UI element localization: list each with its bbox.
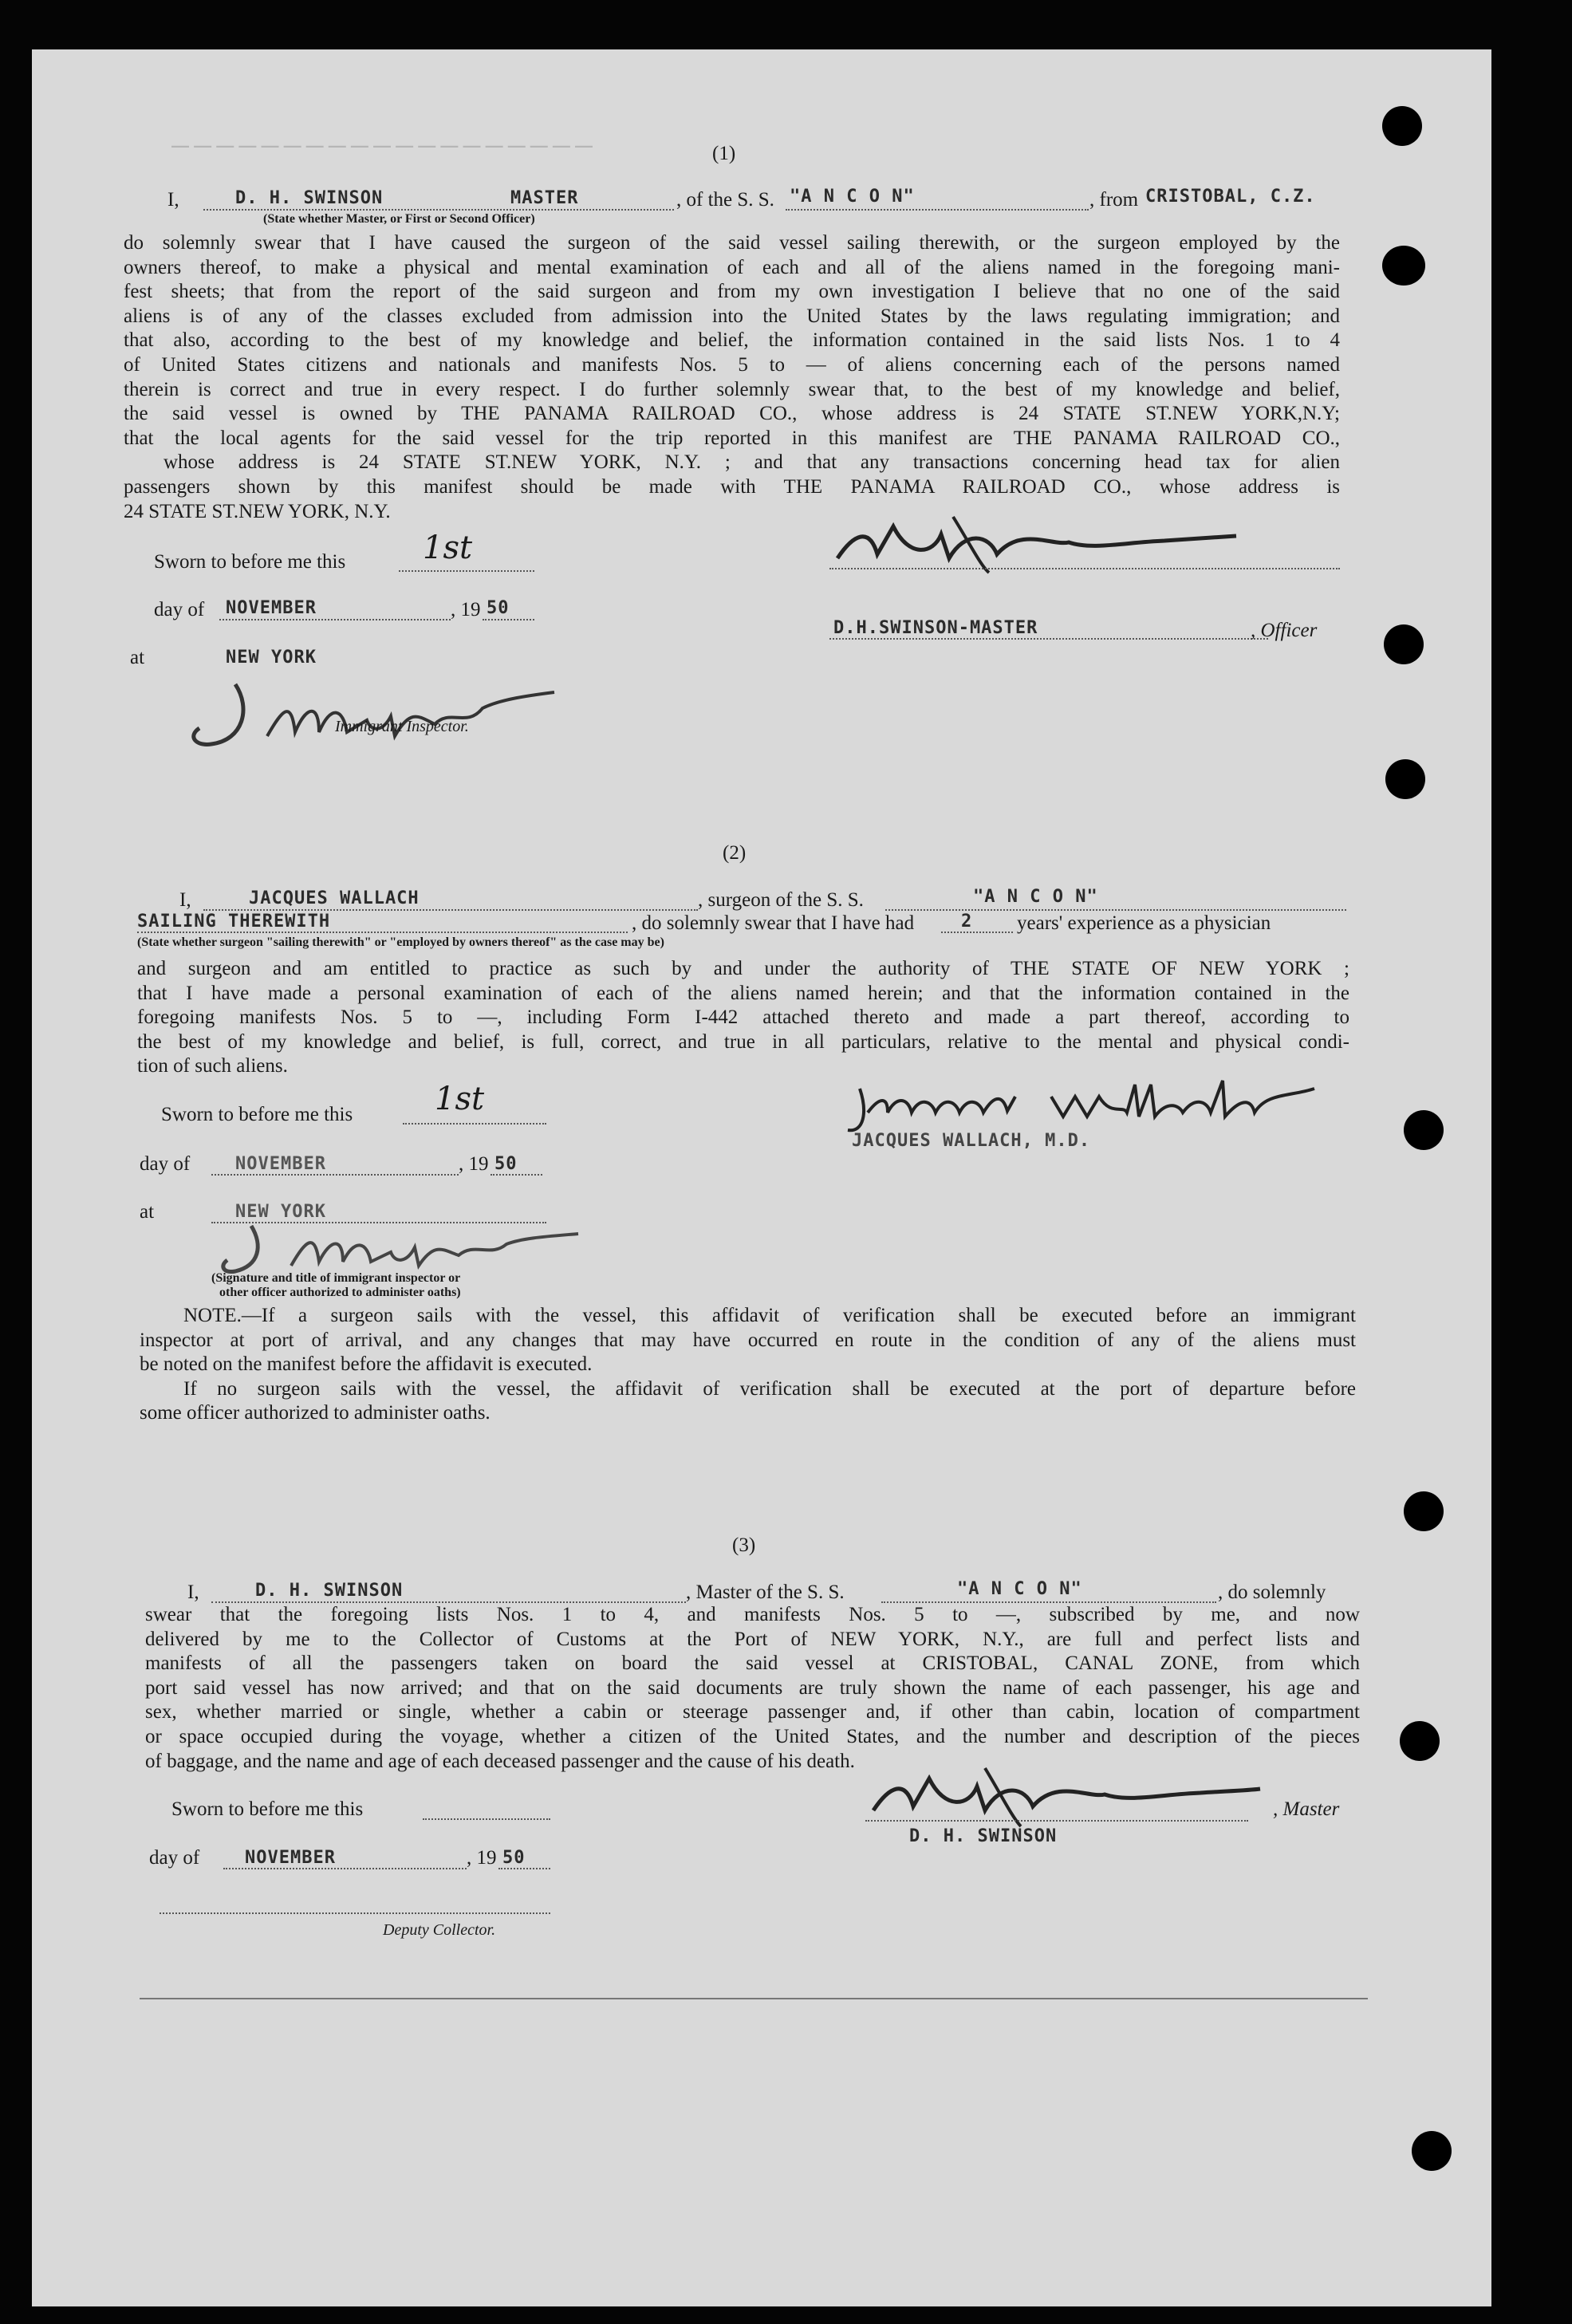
oath-line: or space occupied during the voyage, whether a citizen of the United States, and the number and description of the pieces: [145, 1725, 1360, 1747]
oath-i-label: I,: [187, 1582, 199, 1603]
year-prefix: , 19: [451, 599, 481, 620]
years-line: [941, 932, 1013, 933]
oath-line: port said vessel has now arrived; and that on the said documents are truly shown the name of each passenger, his age and: [145, 1676, 1360, 1699]
place: NEW YORK: [235, 1202, 326, 1222]
year-prefix: , 19: [459, 1153, 489, 1175]
year-line: [483, 619, 534, 620]
solemnly-label: , do solemnly: [1218, 1582, 1326, 1603]
punch-hole: [1382, 106, 1422, 146]
from-port: CRISTOBAL, C.Z.: [1145, 187, 1316, 207]
year: 50: [487, 598, 510, 618]
collector-line: [160, 1912, 550, 1914]
sailing-line: [137, 932, 628, 933]
master-rank: MASTER: [510, 188, 579, 208]
oath-line: 24 STATE ST.NEW YORK, N.Y.: [124, 500, 391, 522]
oath-line: tion of such aliens.: [137, 1055, 288, 1077]
master-name: D. H. SWINSON: [235, 188, 384, 208]
oath-line: sex, whether married or single, whether a cabin or steerage passenger and, if other than cabin, location of compartment: [145, 1701, 1360, 1723]
oath-line: manifests of all the passengers taken on board the said vessel at CRISTOBAL, CANAL ZONE, from which: [145, 1652, 1360, 1675]
section-3-number: (3): [732, 1534, 756, 1556]
master-name: D. H. SWINSON: [255, 1581, 404, 1601]
month-line: [211, 1174, 459, 1176]
sailing-status: SAILING THEREWITH: [137, 912, 331, 932]
at-label: at: [130, 647, 145, 668]
sailing-tail: , do solemnly swear that I have had: [632, 912, 915, 934]
officer-line: [829, 638, 1268, 640]
of-ss-label: , of the S. S.: [676, 189, 774, 211]
bleed-through-text: — — — — — — — — — — — — — — — — — — —: [171, 136, 593, 156]
oath-line: that the local agents for the said vessel for the trip reported in this manifest are THE PANAMA RAILROAD CO.,: [124, 427, 1340, 449]
punch-hole: [1385, 759, 1425, 799]
day-of-label: day of: [149, 1847, 200, 1869]
section-2-number: (2): [723, 842, 747, 864]
rank-caption: (State whether Master, or First or Second Officer): [263, 212, 535, 226]
year-line: [498, 1868, 550, 1869]
year-line: [491, 1174, 542, 1176]
punch-hole: [1412, 2131, 1452, 2171]
note-text: [140, 1304, 1356, 1426]
master-line: [203, 209, 674, 211]
surgeon-of-label: , surgeon of the S. S.: [698, 889, 864, 911]
punch-hole: [1382, 246, 1425, 286]
note-line: NOTE.—If a surgeon sails with the vessel, this affidavit of verification shall be executed before an immigrant: [183, 1305, 1356, 1326]
sworn-line: [423, 1818, 550, 1820]
sig-caption-line-2: other officer authorized to administer oaths): [219, 1286, 461, 1299]
years-tail: years' experience as a physician: [1017, 912, 1271, 934]
year: 50: [502, 1848, 526, 1868]
oath-line: the said vessel is owned by THE PANAMA RAILROAD CO., whose address is 24 STATE ST.NEW YORK,N.Y;: [124, 403, 1340, 425]
month: NOVEMBER: [226, 598, 317, 618]
master-typed-name: D. H. SWINSON: [909, 1826, 1058, 1846]
surgeon-signature: [844, 1073, 1322, 1136]
oath-line: foregoing manifests Nos. 5 to —, including Form I-442 attached thereto and made a part thereof, according to: [137, 1006, 1349, 1029]
punch-hole: [1384, 624, 1424, 664]
sworn-line: [403, 1123, 546, 1125]
vessel-name: "A N C O N": [790, 187, 915, 207]
oath-line: do solemnly swear that I have caused the surgeon of the said vessel sailing therewith, or the surgeon employed by the: [124, 232, 1340, 254]
section-1-oath-text: [124, 231, 1340, 524]
surgeon-name: JACQUES WALLACH: [249, 888, 420, 908]
inspector-signature: [215, 1222, 582, 1278]
vessel-name: "A N C O N": [957, 1579, 1082, 1599]
oath-line: aliens is of any of the classes excluded from admission into the United States by the laws regulating immigration; and: [124, 305, 1340, 327]
oath-line: of United States citizens and nationals and manifests Nos. 5 to — of aliens concerning each of the persons named: [124, 353, 1340, 376]
punch-hole: [1404, 1491, 1444, 1531]
oath-line: passengers shown by this manifest should be made with THE PANAMA RAILROAD CO., whose address is: [124, 475, 1340, 498]
sworn-label: Sworn to before me this: [154, 551, 346, 573]
oath-line: and surgeon and am entitled to practice as such by and under the authority of THE STATE OF NEW YORK ;: [137, 958, 1349, 979]
oath-line: swear that the foregoing lists Nos. 1 to 4, and manifests Nos. 5 to —, subscribed by me, and now: [145, 1604, 1360, 1625]
day-of-label: day of: [140, 1153, 191, 1175]
vessel-line: [786, 209, 1089, 211]
sig-caption-line-1: (Signature and title of immigrant inspector or: [211, 1271, 461, 1285]
section-3-oath-text: [145, 1603, 1360, 1774]
officer-typed-name: D.H.SWINSON-MASTER: [833, 618, 1038, 638]
bottom-rule: [140, 1998, 1368, 1999]
oath-line: fest sheets; that from the report of the said surgeon and from my own investigation I believe that no one of the said: [124, 281, 1340, 303]
note-line: inspector at port of arrival, and any changes that may have occurred en route in the condition of any of the aliens must: [140, 1329, 1356, 1351]
sworn-day: 1st: [435, 1081, 485, 1117]
sworn-label: Sworn to before me this: [161, 1104, 353, 1125]
surgeon-typed-name: JACQUES WALLACH, M.D.: [852, 1131, 1091, 1151]
month-line: [219, 619, 451, 620]
oath-line: that I have made a personal examination of each of the aliens named herein; and that the information contained in the: [137, 982, 1349, 1004]
year-prefix: , 19: [467, 1847, 497, 1869]
master-signature: [829, 510, 1244, 574]
day-of-label: day of: [154, 599, 205, 620]
oath-line: of baggage, and the name and age of each deceased passenger and the cause of his death.: [145, 1750, 855, 1772]
month-line: [223, 1868, 467, 1869]
officer-signature-line: [829, 568, 1340, 569]
surgeon-name-line: [203, 909, 698, 911]
at-label: at: [140, 1201, 155, 1223]
oath-line: therein is correct and true in every respect. I do further solemnly swear that, to the best of my knowledge and belief,: [124, 378, 1340, 400]
officer-caption: , Officer: [1251, 620, 1318, 641]
sailing-caption: (State whether surgeon "sailing therewith" or "employed by owners thereof" as the case may be): [137, 936, 664, 949]
oath-i-label: I,: [179, 889, 191, 911]
oath-i-label: I,: [167, 189, 179, 211]
oath-line: owners thereof, to make a physical and mental examination of each and all of the aliens named in the foregoing mani-: [124, 256, 1340, 278]
section-2-oath-text: [137, 957, 1349, 1079]
oath-line: the best of my knowledge and belief, is full, correct, and true in all particulars, relative to the mental and physical condi-: [137, 1030, 1349, 1053]
sworn-day: 1st: [423, 530, 473, 566]
vessel-line: [885, 909, 1346, 911]
punch-hole: [1400, 1721, 1440, 1761]
place: NEW YORK: [226, 648, 317, 668]
note-line: If no surgeon sails with the vessel, the affidavit of verification shall be executed at the port of departure before: [183, 1377, 1356, 1400]
master-caption: , Master: [1273, 1798, 1340, 1820]
collector-caption: Deputy Collector.: [383, 1921, 496, 1939]
years-experience: 2: [961, 912, 973, 932]
oath-line: that also, according to the best of my knowledge and belief, the information contained in the said lists Nos. 1 to 4: [124, 329, 1340, 352]
master-of-label: , Master of the S. S.: [686, 1582, 845, 1603]
month: NOVEMBER: [235, 1154, 326, 1174]
master-signature-line: [865, 1820, 1248, 1822]
year: 50: [494, 1154, 518, 1174]
inspector-caption: Immigrant Inspector.: [335, 718, 469, 735]
note-line: some officer authorized to administer oaths.: [140, 1402, 491, 1424]
month: NOVEMBER: [245, 1848, 336, 1868]
note-line: be noted on the manifest before the affidavit is executed.: [140, 1353, 593, 1376]
sworn-line: [399, 570, 534, 572]
oath-line: delivered by me to the Collector of Customs at the Port of NEW YORK, N.Y., are full and perfect lists and: [145, 1628, 1360, 1650]
oath-line: whose address is 24 STATE ST.NEW YORK, N.Y. ; and that any transactions concerning head tax for alien: [164, 451, 1340, 474]
vessel-name: "A N C O N": [973, 887, 1098, 907]
punch-hole: [1404, 1110, 1444, 1150]
sworn-label: Sworn to before me this: [171, 1798, 364, 1820]
from-label: , from: [1089, 189, 1139, 211]
section-1-number: (1): [712, 143, 736, 164]
